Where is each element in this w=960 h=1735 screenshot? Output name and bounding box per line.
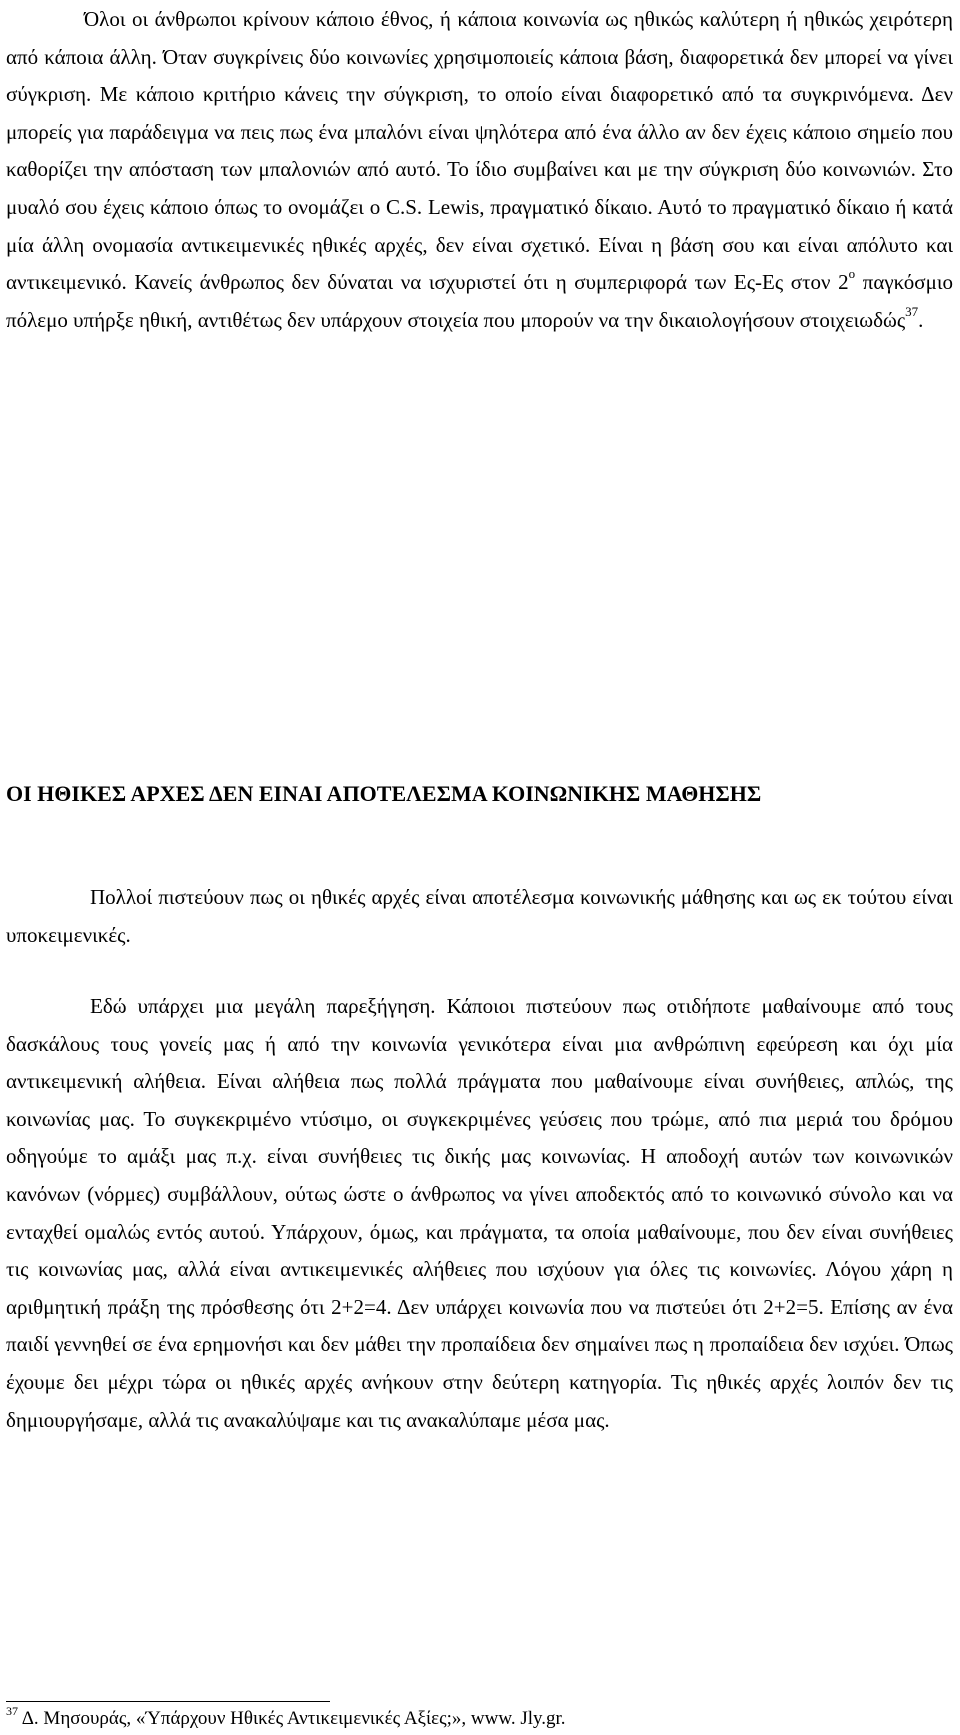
paragraph-1-text: Όλοι οι άνθρωποι κρίνουν κάποιο έθνος, ή κάποια κοινωνία ως ηθικώς καλύτερη ή ηθικώς χειρότερη από κάποια άλλη. Όταν συγκρίνεις δύο κοινωνίες χρησιμοποιείς κάποια βάση, διαφορετικά δεν μπορεί να γίνει σύγκριση. Με κάποιο κριτήριο κάνεις την σύγκριση, το οποίο είναι διαφορετικό από τα συγκρινόμενα. Δεν μπορείς για παράδειγμα να πεις πως ένα μπαλόνι είναι ψηλότερα από ένα άλλο αν δεν έχεις κάποιο σημείο που καθορίζει την απόσταση των μπαλονιών από αυτό. Το ίδιο συμβαίνει και με την σύγκριση δύο κοινωνιών. Στο μυαλό σου έχεις κάποιο όπως το ονομάζει ο C.S. Lewis, πραγματικό δίκαιο. Αυτό το πραγματικό δίκαιο ή κατά μία άλλη ονομασία αντικειμενικές ηθικές αρχές, δεν είναι σχετικό. Είναι η βάση σου και είναι απόλυτο και αντικειμενικό. Κανείς άνθρωπος δεν δύναται να ισχυριστεί ότι η συμπεριφορά των Ες-Ες στον 2 xyxy=(6,7,953,295)
paragraph-1-text-continued: παγκόσμιο πόλεμο υπήρξε ηθική, αντιθέτως δεν υπάρχουν στοιχεία που μπορούν να την δικαιολογήσουν στοιχειωδώς xyxy=(6,270,953,332)
footnote-text: Δ. Μησουράς, «Ύπάρχουν Ηθικές Αντικειμενικές Αξίες;», www. Jly.gr. xyxy=(18,1708,566,1729)
paragraph-1-text-end: . xyxy=(918,307,924,332)
footnote xyxy=(6,1703,953,1732)
ordinal-superscript: ο xyxy=(848,266,856,282)
section-heading: ΟΙ ΗΘΙΚΕΣ ΑΡΧΕΣ ΔΕΝ ΕΙΝΑΙ ΑΠΟΤΕΛΕΣΜΑ ΚΟΙΝΩΝΙΚΗΣ ΜΑΘΗΣΗΣ xyxy=(6,781,762,806)
paragraph-moral-comparison xyxy=(6,1,953,339)
footnote-reference[interactable]: 37 xyxy=(905,303,919,319)
footnote-separator xyxy=(6,1701,330,1702)
paragraph-misunderstanding: Εδώ υπάρχει μια μεγάλη παρεξήγηση. Κάποιοι πιστεύουν πως οτιδήποτε μαθαίνουμε από τους δασκάλους τους γονείς μας ή από την κοινωνία γενικότερα είναι μια ανθρώπινη εφεύρεση και όχι μία αντικειμενική αλήθεια. Είναι αλήθεια πως πολλά πράγματα που μαθαίνουμε είναι συνήθειες, απλώς, της κοινωνίας μας. Το συγκεκριμένο ντύσιμο, οι συγκεκριμένες γεύσεις που τρώμε, από πια μεριά του δρόμου οδηγούμε το αμάξι μας π.χ. είναι συνήθειες τις δικής μας κοινωνίας. Η αποδοχή αυτών των κοινωνικών κανόνων (νόρμες) συμβάλλουν, ούτως ώστε ο άνθρωπος να γίνει αποδεκτός από το κοινωνικό σύνολο και να ενταχθεί ομαλώς εντός αυτού. Υπάρχουν, όμως, και πράγματα, τα οποία μαθαίνουμε, που δεν είναι συνήθειες τις κοινωνίας μας, αλλά είναι αντικειμενικές αλήθειες που ισχύουν για όλες τις κοινωνίες. Λόγου χάρη η αριθμητική πράξη της πρόσθεσης ότι 2+2=4. Δεν υπάρχει κοινωνία που να πιστεύει ότι 2+2=5. Επίσης αν ένα παιδί γεννηθεί σε ένα ερημονήσι και δεν μάθει την προπαίδεια δεν σημαίνει πως η προπαίδεια δεν ισχύει. Όπως έχουμε δει μέχρι τώρα οι ηθικές αρχές ανήκουν στην δεύτερη κατηγορία. Τις ηθικές αρχές λοιπόν δεν τις δημιουργήσαμε, αλλά τις ανακαλύψαμε και τις ανακαλύπαμε μέσα μας. xyxy=(6,994,953,1432)
footnote-number: 37 xyxy=(6,1703,18,1718)
paragraph-social-learning: Πολλοί πιστεύουν πως οι ηθικές αρχές είναι αποτέλεσμα κοινωνικής μάθησης και ως εκ τούτου είναι υποκειμενικές. xyxy=(6,885,953,947)
